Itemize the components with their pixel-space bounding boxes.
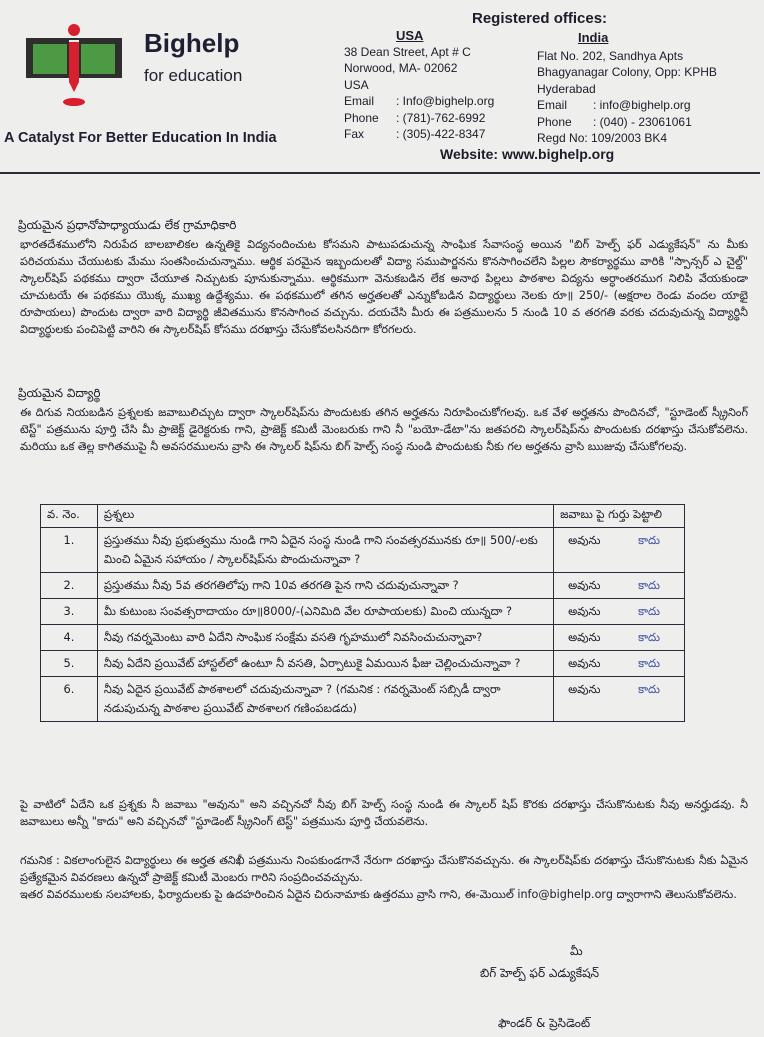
- usa-fax: : (305)-422-8347: [396, 127, 486, 142]
- question-text: నీవు ఏదైన ప్రయివేట్ పాఠశాలలో చదువుచున్నావా ? (గమనిక : గవర్నమెంట్ సబ్సిడీ ద్వారా నడుపుచున్న పాఠశాల ప్రయివేట్ పాఠశాలగ గణింపబడదు): [97, 677, 553, 722]
- signature-title: ఫౌండర్ & ప్రెసిడెంట్: [498, 1016, 591, 1030]
- answer-no[interactable]: కాదు: [638, 533, 660, 547]
- website: Website: www.bighelp.org: [440, 146, 615, 162]
- table-row: [41, 599, 685, 625]
- fax-label: Fax: [344, 127, 365, 142]
- email-label: Email: [537, 98, 568, 113]
- question-text: ప్రస్తుతము నీవు ప్రభుత్వము నుండి గాని ఏదైన సంస్థ నుండి గాని సంవత్సరమునకు రూ॥ 500/-లకు మించి ఏమైన సహాయం / స్కాలర్‌షిప్‌ను పొందుచున్నావా ?: [97, 528, 553, 573]
- signature-closing: మీ: [570, 944, 583, 958]
- eligibility-table: [40, 504, 685, 722]
- tagline: A Catalyst For Better Education In India: [4, 130, 277, 146]
- usa-heading: USA: [396, 28, 424, 43]
- salutation: ప్రియమైన ప్రధానోపాధ్యాయుడు లేక గ్రామాధికారి: [18, 218, 237, 232]
- table-header-row: [41, 505, 685, 528]
- bighelp-logo: [24, 22, 124, 110]
- contact-paragraph: ఇతర వివరములకు సలహాలకు, ఫిర్యాదులకు పై ఉదహరించిన ఏదైన చిరునామాకు ఉత్తరము వ్రాసి గాని, ఈ-మెయిల్ info@bighelp.org ద్వారాగాని తెలుసుకోవలెను.: [20, 888, 737, 901]
- answer-no[interactable]: కాదు: [638, 578, 660, 592]
- column-header-answer: జవాబు పై గుర్తు పెట్టాలి: [554, 505, 685, 528]
- answer-no[interactable]: కాదు: [638, 682, 660, 696]
- usa-phone: : (781)-762-6992: [396, 110, 486, 125]
- phone-label: Phone: [344, 110, 379, 125]
- column-header-number: వ. నెం.: [41, 505, 98, 528]
- address-line: Bhagyanagar Colony, Opp: KPHB: [537, 65, 717, 80]
- row-number: 3.: [41, 599, 98, 625]
- registered-offices-title: Registered offices:: [472, 10, 608, 27]
- signature-organization: బిగ్ హెల్ప్ ఫర్ ఎడ్యుకేషన్: [480, 966, 600, 980]
- answer-cell: [554, 651, 685, 677]
- row-number: 6.: [41, 677, 98, 722]
- answer-cell: [554, 677, 685, 722]
- table-row: [41, 573, 685, 599]
- table-row: [41, 677, 685, 722]
- address-line: Hyderabad: [537, 81, 596, 96]
- column-header-questions: ప్రశ్నలు: [97, 505, 553, 528]
- address-line: USA: [344, 77, 369, 92]
- address-line: Flat No. 202, Sandhya Apts: [537, 49, 684, 63]
- question-text: నీవు గవర్నమెంటు వారి ఏదేని సాంఘిక సంక్షేమ వసతి గృహములో నివసించుచున్నావా?: [97, 625, 553, 651]
- brand-name: Bighelp: [144, 28, 240, 58]
- email-label: Email: [344, 94, 375, 109]
- answer-cell: [554, 528, 685, 573]
- table-row: [41, 651, 685, 677]
- answer-yes[interactable]: అవును: [568, 533, 601, 547]
- eligibility-note-paragraph: పై వాటిలో ఏదేని ఒక ప్రశ్నకు నీ జవాబు "అవును" అని వచ్చినచో నీవు బిగ్ హెల్ప్ సంస్థ నుండి ఈ స్కాలర్ షిప్ కొరకు దరఖాస్తు చేసుకొనుటకు నీవు అనర్హుడవు. నీ జవాబులు అన్నీ "కాదు" అని వచ్చినచో "స్టూడెంట్ స్క్రీనింగ్ టెస్ట్" పత్రమును పూర్తి చేయవలెను.: [20, 798, 748, 828]
- india-email: : info@bighelp.org: [593, 98, 691, 113]
- answer-yes[interactable]: అవును: [568, 630, 601, 644]
- answer-yes[interactable]: అవును: [568, 578, 601, 592]
- row-number: 2.: [41, 573, 98, 599]
- phone-label: Phone: [537, 114, 572, 129]
- answer-yes[interactable]: అవును: [568, 682, 601, 696]
- registration-number: Regd No: 109/2003 BK4: [537, 131, 668, 146]
- answer-no[interactable]: కాదు: [638, 630, 660, 644]
- brand-subtitle: for education: [144, 66, 243, 85]
- usa-office-address: [344, 44, 494, 142]
- address-line: Norwood, MA- 02062: [344, 61, 458, 76]
- instructions-paragraph: ఈ దిగువ నియబడిన ప్రశ్నలకు జవాబులిచ్చుట ద్వారా స్కాలర్‌షిప్‌ను పొందుటకు తగిన అర్హతను నిరూపించుకోగలవు. ఒక వేళ అర్హతను పొందినచో, "స్టూడెంట్ స్క్రీనింగ్ టెస్ట్" పత్రమును పూర్తి చేసి మీ ప్రాజెక్ట్ డైరెక్టరుకు గాని, ప్రాజెక్ట్ కమిటీ మెంబరుకు గాని నీ "బయో-డేటా"ను జతపరచి స్కాలర్‌షిప్‌ను పొందుటకు దరఖాస్తు చేసుకోవలెను. మరియు ఒక తెల్ల కాగితముపై నీ అవసరములను వ్రాసి ఈ స్కాలర్ షిప్‌ను బిగ్ హెల్ప్ సంస్థ నుండి పొందుటకు నీకు గల అర్హతను వ్రాసి ఋజువు చేసుకోగలవు.: [20, 406, 748, 453]
- header-divider: [0, 172, 760, 174]
- row-number: 1.: [41, 528, 98, 573]
- answer-cell: [554, 599, 685, 625]
- answer-yes[interactable]: అవును: [568, 656, 601, 670]
- student-salutation: ప్రియమైన విద్యార్థి: [18, 386, 101, 400]
- answer-cell: [554, 573, 685, 599]
- india-phone: : (040) - 23061061: [593, 114, 692, 129]
- table-row: [41, 625, 685, 651]
- answer-no[interactable]: కాదు: [638, 604, 660, 618]
- question-text: నీవు ఏదేని ప్రయివేట్ హాస్టల్‌లో ఉంటూ నీ వసతి, ఏర్పాటుకై ఏమయిన ఫీజు చెల్లించుచున్నావా ?: [97, 651, 553, 677]
- row-number: 4.: [41, 625, 98, 651]
- row-number: 5.: [41, 651, 98, 677]
- india-office-address: [537, 48, 717, 146]
- disability-note-paragraph: గమనిక : వికలాంగులైన విద్యార్థులు ఈ అర్హత తనిఖీ పత్రమును నింపకుండగానే నేరుగా దరఖాస్తు చేసుకొనవచ్చును. ఈ స్కాలర్‌షిప్‌కు దరఖాస్తు చేసుకొనుటకు నీకు ఏమైన ప్రత్యేకమైన వివరణలు ఉన్నచో ప్రాజెక్ట్ కమిటీ మెంబరు గారిని సంప్రదించవచ్చును.: [20, 854, 748, 884]
- intro-paragraph: భారతదేశములోని నిరుపేద బాలబాలికల ఉన్నతికై విద్యనందించుట కోసమని పాటుపడుచున్న సాంఘిక సేవాసంస్థ అయిన "బిగ్ హెల్ప్ ఫర్ ఎడ్యుకేషన్" ను మీకు పరిచయము చేయుటకు మేము సంతసించుచున్నాము. ఆర్థిక పరమైన ఇబ్బందులతో విద్యా సముపార్జనను కొనసాగించలేని పిల్లల సౌకర్యార్థము వారికి "స్పాన్సర్ ఎ చైల్డ్" స్కాలర్‌షిప్ పథకము ద్వారా చేయూత నిచ్చుటకు పూనుకున్నాము. ఆర్థికముగా వెనుకబడిన లేక అనాథ పిల్లలు పాఠశాల విద్యను అర్ధాంతరముగ నిలిపి వేయకుండా చూచుటయే ఈ పథకము యొక్క ముఖ్య ఉద్దేశ్యము. ఈ పథకములో తగిన అర్హతలతో ఎన్నుకోబడిన విద్యార్థులు నెలకు రూ॥ 250/- (అక్షరాల రెండు వందల యాభై రూపాయలు) పొందుట ద్వారా వారి విద్యార్థి జీవితమును కొనసాగించ వచ్చును. దయచేసి మీరు ఈ పత్రములను 5 నుండి 10 వ తరగతి వరకు చదువుచున్న విద్యార్థినీ విద్యార్థులకు పంచిపెట్టి వారిని ఈ స్కాలర్‌షిప్ కోసము దరఖాస్తు చేసుకోవలసినదిగా కోరగలరు.: [20, 238, 748, 336]
- question-text: మీ కుటుంబ సంవత్సరాదాయం రూ॥8000/-(ఎనిమిది వేల రూపాయలకు) మించి యున్నదా ?: [97, 599, 553, 625]
- table-row: [41, 528, 685, 573]
- answer-no[interactable]: కాదు: [638, 656, 660, 670]
- usa-email: : Info@bighelp.org: [396, 94, 495, 109]
- india-heading: India: [578, 30, 609, 45]
- question-text: ప్రస్తుతము నీవు 5వ తరగతిలోపు గాని 10వ తరగతి పైన గాని చదువుచున్నావా ?: [97, 573, 553, 599]
- answer-cell: [554, 625, 685, 651]
- answer-yes[interactable]: అవును: [568, 604, 601, 618]
- address-line: 38 Dean Street, Apt # C: [344, 45, 471, 59]
